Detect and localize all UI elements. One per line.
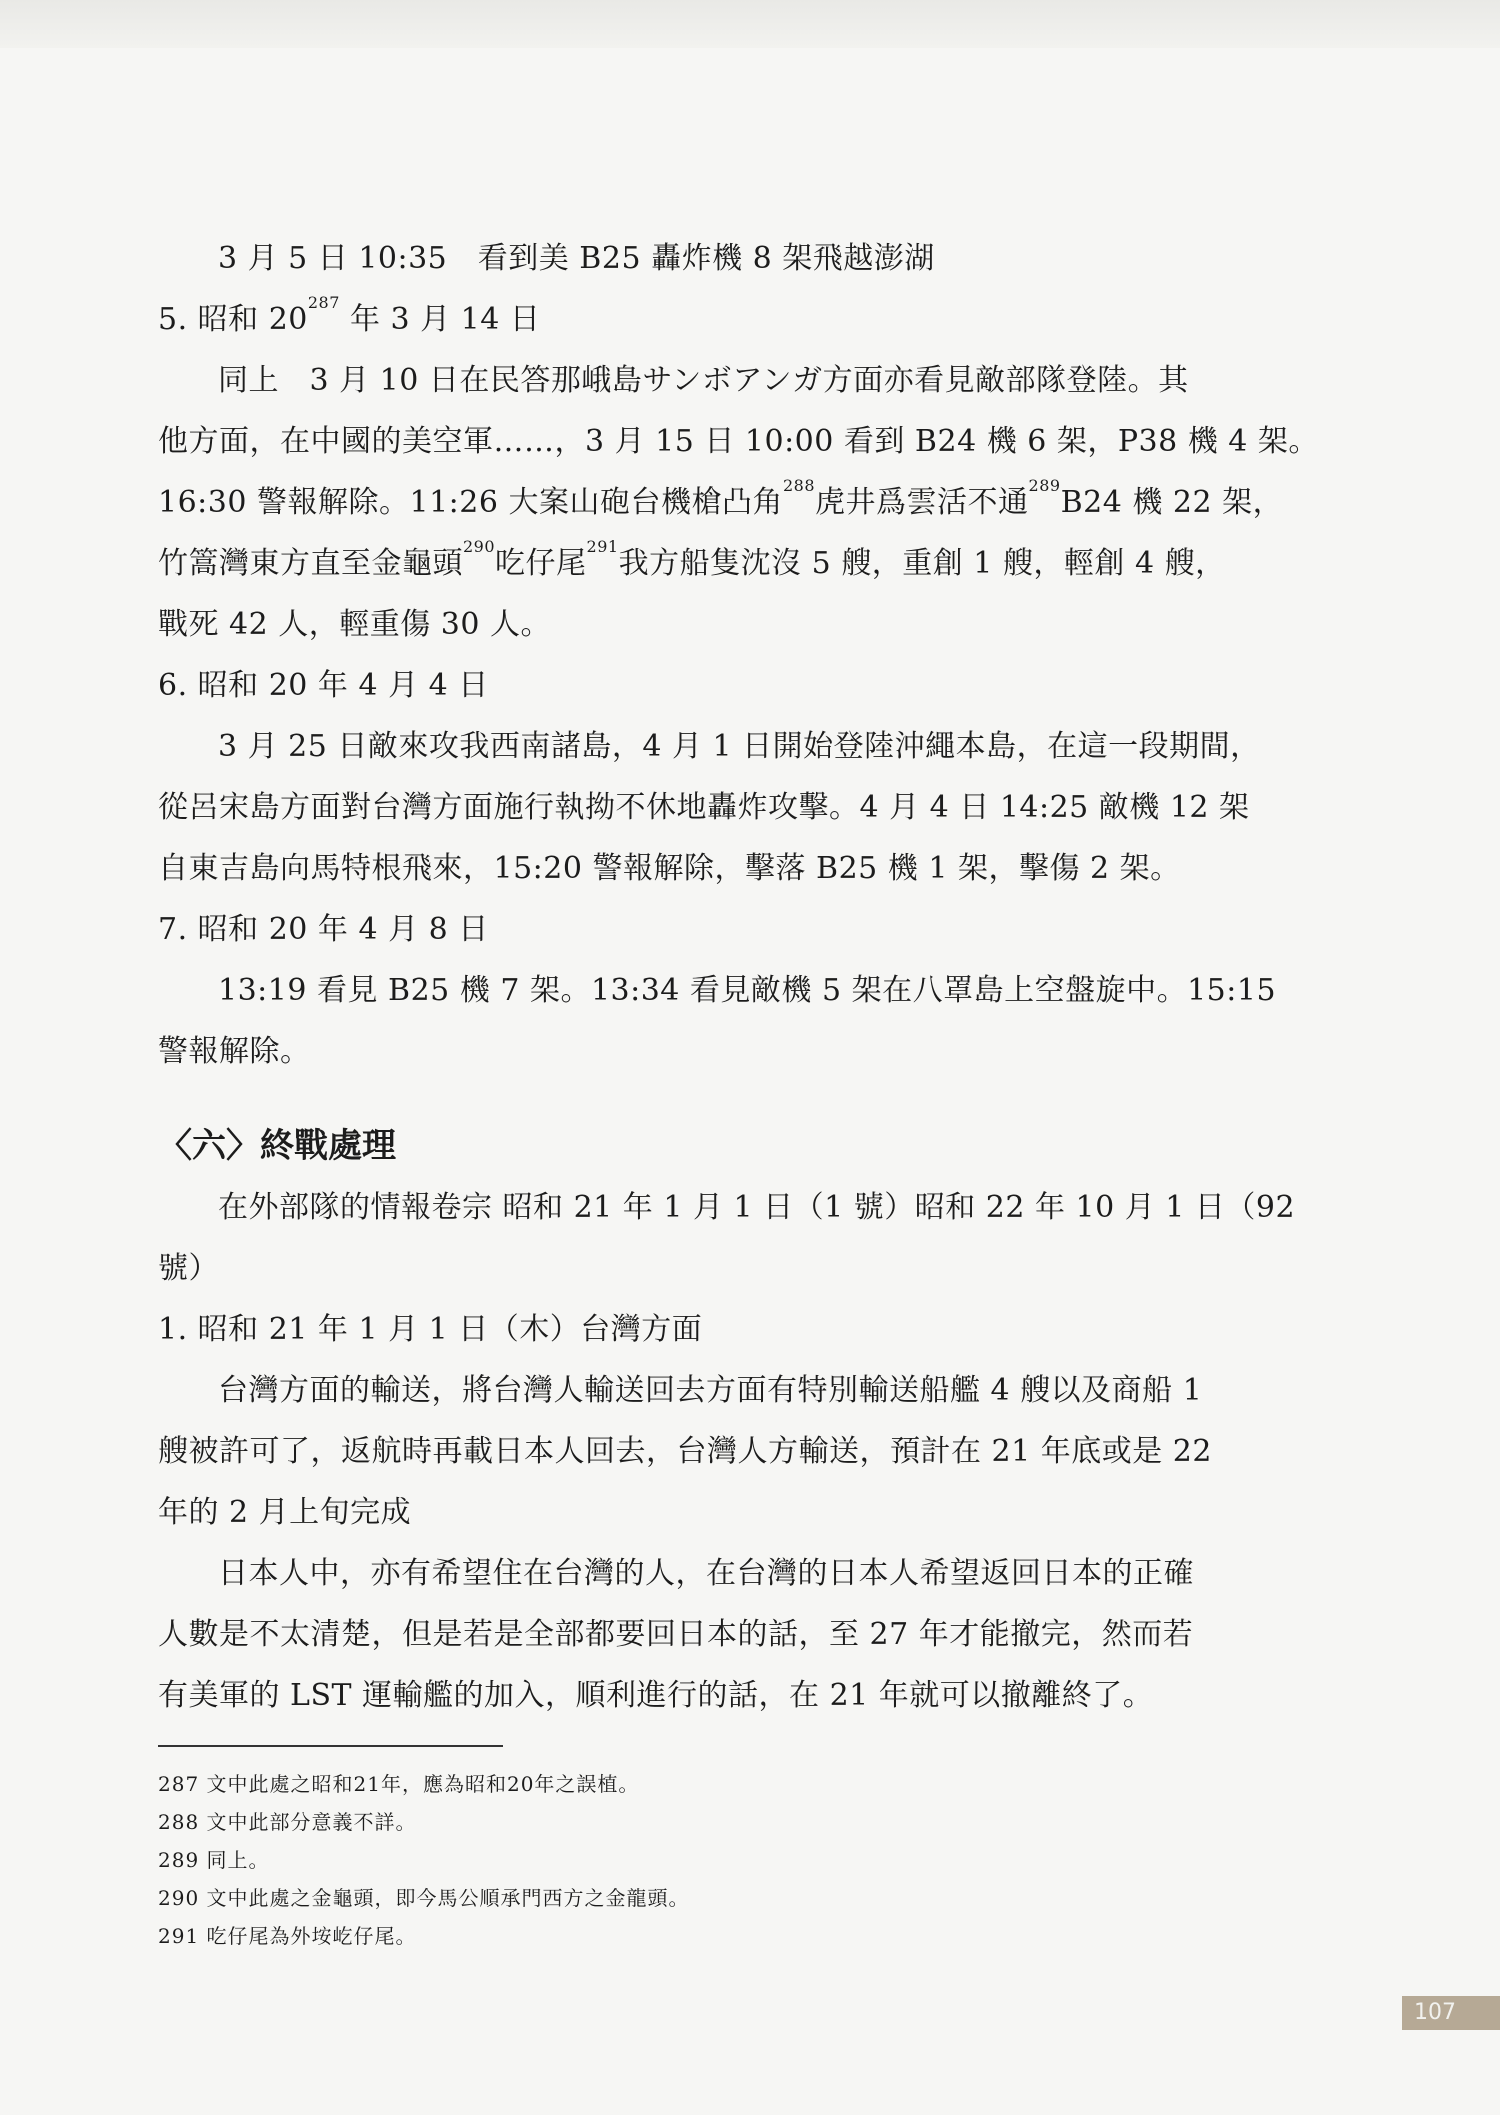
text-line: 3 月 5 日 10:35 看到美 B25 轟炸機 8 架飛越澎湖 (218, 241, 935, 276)
text-line: 年的 2 月上旬完成 (158, 1495, 412, 1530)
footnote: 287 文中此處之昭和21年，應為昭和20年之誤植。 (158, 1772, 640, 1796)
footnote: 289 同上。 (158, 1848, 270, 1872)
text-line: 日本人中，亦有希望住在台灣的人，在台灣的日本人希望返回日本的正確 (218, 1556, 1194, 1591)
text-line: 他方面，在中國的美空軍……，3 月 15 日 10:00 看到 B24 機 6 架，P38 機 4 架。 (158, 424, 1319, 459)
footnote: 290 文中此處之金龜頭，即今馬公順承門西方之金龍頭。 (158, 1886, 690, 1910)
text-line: 號） (158, 1251, 219, 1286)
footnote-ref: 287 (307, 293, 340, 312)
text-line: 竹篙灣東方直至金龜頭$^{290}$吃仔尾$^{291}$我方船隻沈沒 5 艘，重創 1 艘，輕創 4 艘， (158, 537, 1226, 581)
footnote: 288 文中此部分意義不詳。 (158, 1810, 417, 1834)
footnote-ref: 289 (1028, 476, 1061, 495)
text-line: 有美軍的 LST 運輸艦的加入，順利進行的話，在 21 年就可以撤離終了。 (158, 1678, 1154, 1713)
entry-date-heading: 6. 昭和 20 年 4 月 4 日 (158, 668, 489, 703)
page-number: 107 (1402, 1996, 1500, 2030)
text-line: 16:30 警報解除。11:26 大案山砲台機槍凸角$^{288}$虎井爲雲活不通$^{289}$B24 機 22 架， (158, 476, 1284, 520)
entry-date-heading: 7. 昭和 20 年 4 月 8 日 (158, 912, 489, 947)
text-line: 13:19 看見 B25 機 7 架。13:34 看見敵機 5 架在八罩島上空盤旋中。15:15 (218, 973, 1277, 1008)
entry-date-heading: 1. 昭和 21 年 1 月 1 日（木）台灣方面 (158, 1312, 703, 1347)
entry-date-heading: 5. 昭和 $20^{287}$ 年 3 月 14 日 (158, 293, 541, 337)
text-line: 艘被許可了，返航時再載日本人回去，台灣人方輸送，預計在 21 年底或是 22 (158, 1434, 1212, 1469)
text-line: 在外部隊的情報卷宗 昭和 21 年 1 月 1 日（1 號）昭和 22 年 10 月 1 日（92 (218, 1190, 1296, 1225)
text-line: 人數是不太清楚，但是若是全部都要回日本的話，至 27 年才能撤完，然而若 (158, 1617, 1194, 1652)
text-line: 台灣方面的輸送，將台灣人輸送回去方面有特別輸送船艦 4 艘以及商船 1 (218, 1373, 1203, 1408)
page-top-band (0, 0, 1500, 48)
text-line: 警報解除。 (158, 1034, 311, 1069)
page-content (158, 236, 1319, 1955)
text-line: 3 月 25 日敵來攻我西南諸島，4 月 1 日開始登陸沖繩本島，在這一段期間， (218, 729, 1261, 764)
text-line: 同上 3 月 10 日在民答那峨島サンボアンガ方面亦看見敵部隊登陸。其 (218, 363, 1189, 398)
footnote-ref: 288 (782, 476, 816, 495)
footnote-ref: 291 (586, 537, 619, 556)
text-line: 從呂宋島方面對台灣方面施行執拗不休地轟炸攻擊。4 月 4 日 14:25 敵機 12 架 (158, 790, 1250, 825)
text-line: 自東吉島向馬特根飛來，15:20 警報解除，擊落 B25 機 1 架，擊傷 2 架。 (158, 851, 1181, 886)
footnote-divider (158, 1745, 503, 1747)
text-line: 戰死 42 人，輕重傷 30 人。 (158, 607, 551, 642)
footnote: 291 吃仔尾為外垵屹仔尾。 (158, 1924, 417, 1948)
section-heading: 〈六〉終戰處理 (158, 1126, 396, 1166)
footnote-ref: 290 (463, 537, 496, 556)
